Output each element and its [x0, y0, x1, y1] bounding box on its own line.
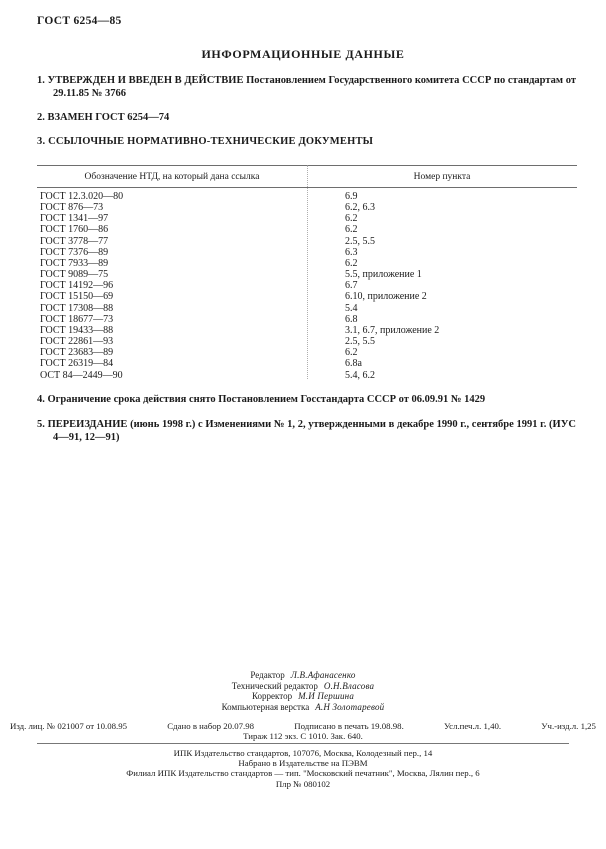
ntd-designation: ГОСТ 15150—69	[40, 291, 114, 303]
typeset-line: Набрано в Издательстве на ПЭВМ	[238, 758, 368, 768]
table-row	[37, 224, 577, 235]
ntd-designation: ГОСТ 23683—89	[40, 347, 114, 359]
table-header-designation: Обозначение НТД, на который дана ссылка	[84, 172, 260, 182]
imprint-divider	[37, 743, 569, 744]
item-5-number: 5.	[37, 419, 45, 430]
ntd-designation: ГОСТ 7376—89	[40, 246, 109, 258]
table-row	[37, 347, 577, 358]
plr-line: Плр № 080102	[275, 779, 331, 789]
clause-number: 6.2, 6.3	[345, 202, 375, 214]
imprint-part: Усл.печ.л. 1,40.	[444, 721, 502, 731]
table-row	[37, 213, 577, 224]
clause-number: 6.10, приложение 2	[345, 291, 427, 303]
credits-block	[0, 670, 606, 712]
table-row	[37, 370, 577, 381]
item-4	[37, 394, 576, 407]
ntd-designation: ГОСТ 17308—88	[40, 302, 114, 314]
credit-role: Корректор	[251, 691, 293, 702]
credit-role: Компьютерная верстка	[221, 701, 310, 712]
ntd-designation: ГОСТ 12.3.020—80	[40, 191, 124, 202]
table-row	[37, 258, 577, 269]
imprint-part: Подписано в печать 19.08.98.	[294, 721, 404, 731]
item-2-number: 2.	[37, 112, 45, 123]
table-row	[37, 247, 577, 258]
ntd-table-body	[37, 188, 577, 381]
item-5-text: ПЕРЕИЗДАНИЕ (июнь 1998 г.) с Изменениями № 1, 2, утвержденными в декабре 1990 г., сентябре 1991 г. (ИУС 4—91, 12—91)	[47, 419, 576, 443]
clause-number: 3.1, 6.7, приложение 2	[345, 324, 440, 336]
item-4-text: Ограничение срока действия снято Постановлением Госстандарта СССР от 06.09.91 № 1429	[47, 394, 486, 405]
doc-code: ГОСТ 6254—85	[37, 15, 122, 27]
item-5	[37, 419, 576, 444]
clause-number: 5.5, приложение 1	[345, 269, 422, 281]
ntd-designation: ГОСТ 1341—97	[40, 213, 109, 225]
item-2-text: ВЗАМЕН ГОСТ 6254—74	[47, 112, 170, 123]
clause-number: 6.2	[345, 347, 358, 359]
ntd-designation: ГОСТ 876—73	[40, 202, 104, 214]
imprint-part: Уч.-изд.л. 1,25	[541, 721, 596, 731]
clause-number: 6.2	[345, 213, 358, 225]
item-2	[37, 112, 576, 125]
credit-line	[0, 702, 606, 713]
ntd-designation: ГОСТ 18677—73	[40, 313, 114, 325]
table-row	[37, 236, 577, 247]
ntd-designation: ГОСТ 1760—86	[40, 224, 109, 236]
clause-number: 6.7	[345, 280, 358, 292]
imprint-part: Сдано в набор 20.07.98	[167, 721, 255, 731]
ntd-reference-table	[37, 165, 577, 381]
clause-number: 6.8	[345, 313, 358, 325]
clause-number: 6.2	[345, 224, 358, 236]
branch-line: Филиал ИПК Издательство стандартов — тип. "Московский печатник", Москва, Лялин пер., 6	[126, 768, 480, 778]
ntd-designation: ГОСТ 22861—93	[40, 336, 114, 348]
table-header-row	[37, 165, 577, 188]
table-row	[37, 303, 577, 314]
clause-number: 2.5, 5.5	[345, 235, 375, 247]
credit-person: Л.В.Афанасенко	[290, 670, 356, 680]
imprint-line-1	[10, 721, 596, 731]
clause-number: 6.2	[345, 257, 358, 269]
imprint-part: Изд. лиц. № 021007 от 10.08.95	[10, 721, 128, 731]
credit-person: О.Н.Власова	[323, 680, 375, 691]
table-row	[37, 325, 577, 336]
table-row	[37, 314, 577, 325]
table-row	[37, 202, 577, 213]
credit-line	[0, 670, 606, 681]
item-4-number: 4.	[37, 394, 45, 405]
table-row	[37, 358, 577, 369]
ntd-designation: ГОСТ 9089—75	[40, 269, 109, 281]
credit-line	[0, 681, 606, 692]
clause-number: 5.4, 6.2	[345, 369, 375, 381]
table-row	[37, 336, 577, 347]
page-title: ИНФОРМАЦИОННЫЕ ДАННЫЕ	[201, 47, 405, 61]
table-header-clause: Номер пункта	[413, 172, 471, 182]
ntd-designation: ГОСТ 19433—88	[40, 324, 114, 336]
publisher-line: ИПК Издательство стандартов, 107076, Москва, Колодезный пер., 14	[173, 748, 433, 758]
clause-number: 6.9	[345, 191, 358, 202]
ntd-designation: ГОСТ 3778—77	[40, 235, 109, 247]
ntd-designation: ГОСТ 7933—89	[40, 257, 109, 269]
credit-person: М.И Першина	[298, 691, 355, 702]
credit-role: Редактор	[250, 670, 285, 680]
table-row	[37, 280, 577, 291]
clause-number: 2.5, 5.5	[345, 336, 375, 348]
item-3-text: ССЫЛОЧНЫЕ НОРМАТИВНО-ТЕХНИЧЕСКИЕ ДОКУМЕНТЫ	[48, 136, 374, 147]
clause-number: 5.4	[345, 302, 358, 314]
table-row	[37, 291, 577, 302]
item-3-number: 3.	[37, 136, 46, 147]
clause-number: 6.8а	[345, 358, 362, 370]
item-1	[37, 75, 576, 100]
table-row	[37, 191, 577, 202]
ntd-designation: ГОСТ 26319—84	[40, 358, 114, 370]
item-1-number: 1.	[37, 75, 45, 86]
ntd-designation: ГОСТ 14192—96	[40, 280, 114, 292]
item-1-text: УТВЕРЖДЕН И ВВЕДЕН В ДЕЙСТВИЕ Постановлением Государственного комитета СССР по стандартам от 29.11.85 № 3766	[47, 75, 577, 99]
table-row	[37, 269, 577, 280]
imprint-line-2: Тираж 112 экз. С 1010. Зак. 640.	[243, 731, 363, 741]
item-3	[37, 136, 576, 149]
credit-role: Технический редактор	[231, 680, 318, 691]
credit-line	[0, 691, 606, 702]
ntd-designation: ОСТ 84—2449—90	[40, 369, 123, 381]
clause-number: 6.3	[345, 246, 358, 258]
credit-person: А.Н Золотаревой	[315, 701, 385, 712]
